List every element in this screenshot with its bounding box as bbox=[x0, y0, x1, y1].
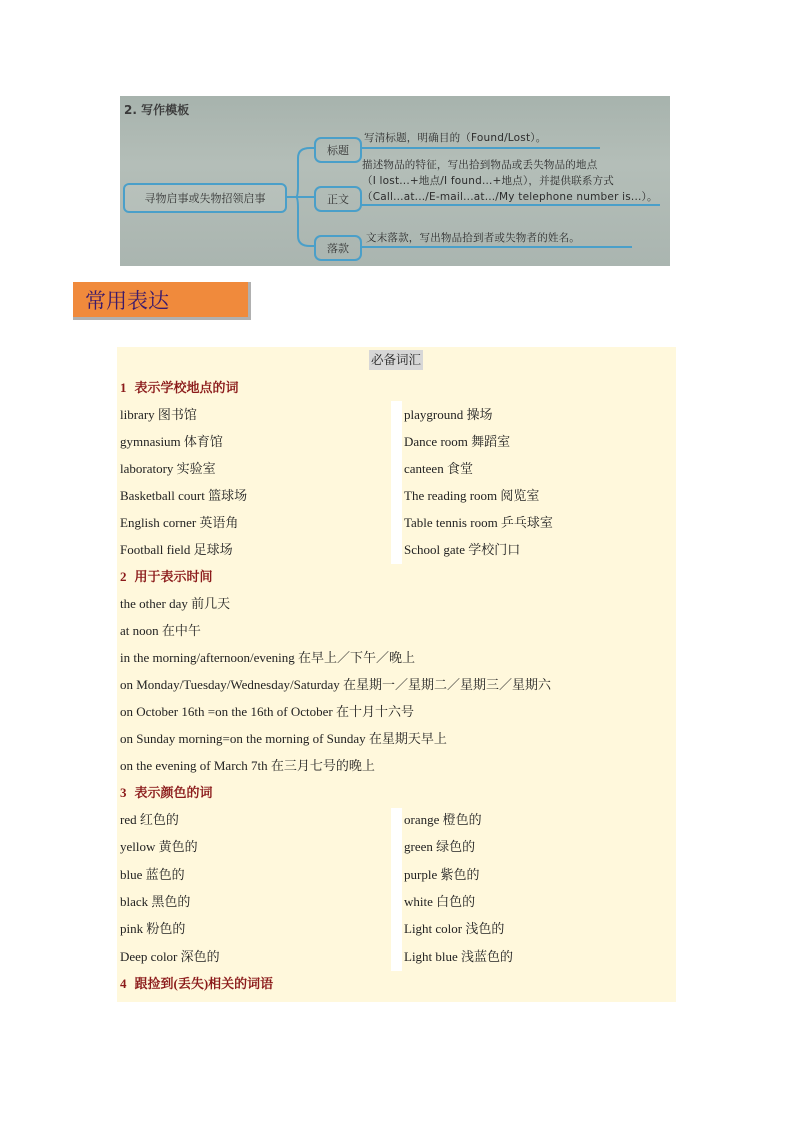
vocab-cell: playground 操场 bbox=[404, 407, 493, 422]
vocab-cell: in the morning/afternoon/evening 在早上／下午／晚上 bbox=[120, 650, 415, 665]
vocab-cell: blue 蓝色的 bbox=[120, 867, 185, 882]
vocab-cell: red 红色的 bbox=[120, 812, 179, 827]
vocab-cell: Basketball court 篮球场 bbox=[120, 488, 248, 503]
vocab-cell: canteen 食堂 bbox=[404, 461, 473, 476]
vocab-cell: on October 16th =on the 16th of October 在十月十六号 bbox=[120, 704, 415, 719]
category-label: 跟捡到(丢失)相关的词语 bbox=[134, 976, 274, 991]
vocab-cell: School gate 学校门口 bbox=[404, 542, 521, 557]
vocab-cell: pink 粉色的 bbox=[120, 921, 186, 936]
node-body-text-1: 描述物品的特征，写出拾到物品或丢失物品的地点 bbox=[362, 159, 598, 171]
vocab-cell: Football field 足球场 bbox=[120, 542, 233, 557]
table-title: 必备词汇 bbox=[369, 350, 423, 370]
table-row bbox=[117, 833, 676, 860]
vocab-cell: yellow 黄色的 bbox=[120, 839, 198, 854]
table-row bbox=[117, 590, 676, 617]
section-header: 常用表达 bbox=[73, 282, 251, 320]
vocab-cell: the other day 前几天 bbox=[120, 596, 231, 611]
table-row bbox=[117, 888, 676, 915]
category-number: 4 bbox=[120, 976, 127, 991]
vocab-cell: purple 紫色的 bbox=[404, 867, 480, 882]
table-row bbox=[117, 455, 676, 482]
category-heading bbox=[117, 563, 676, 590]
category-label: 表示学校地点的词 bbox=[134, 380, 239, 395]
writing-template-photo bbox=[120, 96, 670, 266]
table-row bbox=[117, 752, 676, 779]
table-title-row bbox=[117, 347, 676, 374]
vocab-cell: Light color 浅色的 bbox=[404, 921, 505, 936]
table-row bbox=[117, 915, 676, 942]
category-number: 2 bbox=[120, 569, 127, 584]
vocab-cell: on the evening of March 7th 在三月七号的晚上 bbox=[120, 758, 375, 773]
vocab-cell: English corner 英语角 bbox=[120, 515, 239, 530]
template-heading: 2. 写作模板 bbox=[124, 103, 190, 117]
table-row bbox=[117, 725, 676, 752]
node-body-text-2: （I lost...+地点/I found...+地点），并提供联系方式 bbox=[362, 175, 615, 187]
vocab-cell: Deep color 深色的 bbox=[120, 949, 220, 964]
vocab-cell: Table tennis room 乒乓球室 bbox=[404, 515, 553, 530]
vocab-cell: black 黑色的 bbox=[120, 894, 191, 909]
vocab-cell: on Monday/Tuesday/Wednesday/Saturday 在星期一／星期二／星期三／星期六 bbox=[120, 677, 552, 692]
category-number: 3 bbox=[120, 785, 127, 800]
table-row bbox=[117, 644, 676, 671]
node-body-text-3: （Call...at.../E-mail...at.../My telephone number is...）。 bbox=[362, 191, 658, 203]
category-number: 1 bbox=[120, 380, 127, 395]
vocab-cell: library 图书馆 bbox=[120, 407, 197, 422]
category-heading bbox=[117, 374, 676, 401]
vocab-cell: orange 橙色的 bbox=[404, 812, 482, 827]
node-title-text: 写清标题，明确目的（Found/Lost）。 bbox=[364, 132, 547, 144]
node-signature-text: 文末落款，写出物品拾到者或失物者的姓名。 bbox=[366, 232, 580, 244]
node-body: 正文 bbox=[314, 186, 362, 212]
node-signature-underline bbox=[360, 246, 632, 248]
vocab-cell: gymnasium 体育馆 bbox=[120, 434, 223, 449]
vocab-cell: Dance room 舞蹈室 bbox=[404, 434, 511, 449]
mindmap-root: 寻物启事或失物招领启事 bbox=[123, 183, 287, 213]
vocab-cell: at noon 在中午 bbox=[120, 623, 201, 638]
category-label: 表示颜色的词 bbox=[134, 785, 213, 800]
table-row bbox=[117, 482, 676, 509]
table-row bbox=[117, 536, 676, 563]
vocab-cell: white 白色的 bbox=[404, 894, 476, 909]
vocab-cell: laboratory 实验室 bbox=[120, 461, 216, 476]
table-row bbox=[117, 943, 676, 970]
table-row bbox=[117, 861, 676, 888]
vocab-cell: green 绿色的 bbox=[404, 839, 476, 854]
category-heading bbox=[117, 970, 676, 997]
table-row bbox=[117, 617, 676, 644]
category-heading bbox=[117, 779, 676, 806]
node-signature: 落款 bbox=[314, 235, 362, 261]
vocab-cell: Light blue 浅蓝色的 bbox=[404, 949, 514, 964]
table-row bbox=[117, 428, 676, 455]
table-row bbox=[117, 806, 676, 833]
table-row bbox=[117, 671, 676, 698]
node-title-underline bbox=[360, 147, 600, 149]
table-row bbox=[117, 401, 676, 428]
node-body-underline bbox=[360, 204, 660, 206]
category-label: 用于表示时间 bbox=[134, 569, 213, 584]
vocab-cell: on Sunday morning=on the morning of Sunday 在星期天早上 bbox=[120, 731, 447, 746]
table-row bbox=[117, 698, 676, 725]
vocabulary-table bbox=[117, 347, 676, 1002]
table-row bbox=[117, 509, 676, 536]
vocab-cell: The reading room 阅览室 bbox=[404, 488, 540, 503]
node-title: 标题 bbox=[314, 137, 362, 163]
